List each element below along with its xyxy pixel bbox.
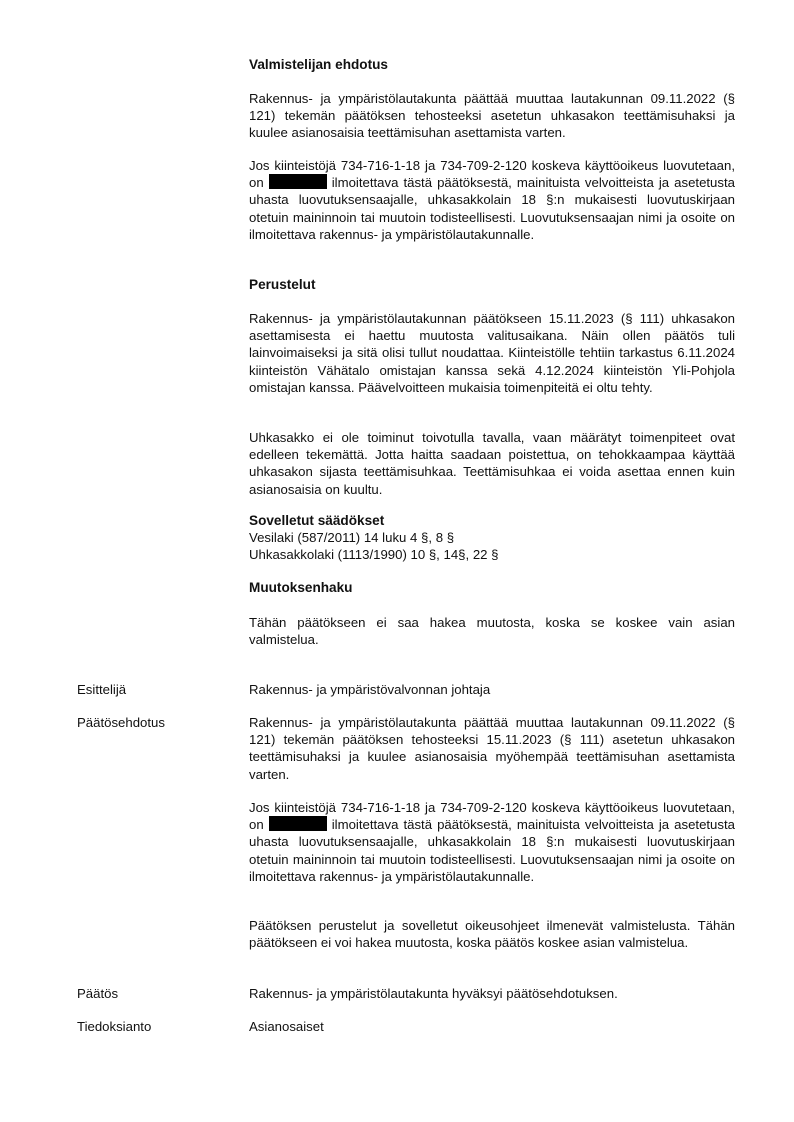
proposal-paragraph-2-start: Jos kiinteistöjä 734-716-1-18 ja 734-709-2-120 koskeva käyttöoikeus luovutetaan, on: [249, 800, 735, 833]
preparer-heading: Valmistelijan ehdotus: [249, 57, 388, 72]
decision-value: Rakennus- ja ympäristölautakunta hyväksyi päätösehdotuksen.: [249, 986, 618, 1001]
statute-line-2: Uhkasakkolaki (1113/1990) 10 §, 14§, 22 §: [249, 547, 499, 562]
presenter-value: Rakennus- ja ympäristövalvonnan johtaja: [249, 682, 491, 697]
statute-line-1: Vesilaki (587/2011) 14 luku 4 §, 8 §: [249, 530, 455, 545]
preparer-paragraph-1: Rakennus- ja ympäristölautakunta päättää muuttaa lautakunnan 09.11.2022 (§ 121) tekemän päätöksen tehosteeksi asetetun uhkasakon teettämisuhaksi ja kuulee asianosaisia teettämisuhan asettamista varten.: [249, 91, 735, 141]
statutes-heading: Sovelletut säädökset: [249, 513, 385, 528]
proposal-paragraph-2-end: ilmoitettava tästä päätöksestä, mainituista velvoitteista ja asetetusta uhasta luovutuksensaajalle, uhkasakkolain 18 §:n mukaisesti luovutuskirjaan otetuin maininnoin tai muutoin todisteellisesti. Luovutuksensaajan nimi ja osoite on ilmoitettava rakennus- ja ympäristölautakunnalle.: [249, 817, 735, 884]
proposal-paragraph-3: Päätöksen perustelut ja sovelletut oikeusohjeet ilmenevät valmistelusta. Tähän päätökseen ei voi hakea muutosta, koska päätös koskee asian valmistelua.: [249, 918, 735, 951]
presenter-label: Esittelijä: [77, 682, 127, 697]
appeal-paragraph: Tähän päätökseen ei saa hakea muutosta, koska se koskee vain asian valmistelua.: [249, 615, 735, 648]
preparer-paragraph-2-end: ilmoitettava tästä päätöksestä, mainituista velvoitteista ja asetetusta uhasta luovutuksensaajalle, uhkasakkolain 18 §:n mukaisesti luovutuskirjaan otetuin maininnoin tai muutoin todisteellisesti. Luovutuksensaajan nimi ja osoite on ilmoitettava rakennus- ja ympäristölautakunnalle.: [249, 175, 735, 242]
notification-label: Tiedoksianto: [77, 1019, 152, 1034]
proposal-label: Päätösehdotus: [77, 715, 165, 730]
grounds-heading: Perustelut: [249, 277, 316, 292]
notification-value: Asianosaiset: [249, 1019, 324, 1034]
redaction-block: [269, 174, 327, 189]
proposal-paragraph-2: [249, 799, 735, 885]
appeal-heading: Muutoksenhaku: [249, 580, 353, 595]
redaction-block: [269, 816, 327, 831]
proposal-paragraph-1: Rakennus- ja ympäristölautakunta päättää muuttaa lautakunnan 09.11.2022 (§ 121) tekemän päätöksen tehosteeksi 15.11.2023 (§ 111) asetetun uhkasakon teettämisuhaksi ja kuulee asianosaisia myöhempää teettämisuhan asettamista varten.: [249, 715, 735, 782]
preparer-paragraph-2: [249, 157, 735, 243]
preparer-paragraph-2-start: Jos kiinteistöjä 734-716-1-18 ja 734-709-2-120 koskeva käyttöoikeus luovutetaan, on: [249, 158, 735, 191]
decision-label: Päätös: [77, 986, 119, 1001]
grounds-paragraph-2: Uhkasakko ei ole toiminut toivotulla tavalla, vaan määrätyt toimenpiteet ovat edelleen tekemättä. Jotta haitta saadaan poistettua, on tehokkaampaa käyttää uhkasakon sijasta teettämisuhkaa. Teettämisuhkaa ei voida asettaa ennen kuin asianosaisia on kuultu.: [249, 430, 735, 497]
grounds-paragraph-1: Rakennus- ja ympäristölautakunnan päätökseen 15.11.2023 (§ 111) uhkasakon asettamisesta ei haettu muutosta valitusaikana. Näin ollen päätös tuli lainvoimaiseksi ja sitä olisi tullut noudattaa. Kiinteistölle tehtiin tarkastus 6.11.2024 kiinteistön Vähätalo omistajan kanssa sekä 4.12.2024 kiinteistön Yli-Pohjola omistajan kanssa. Päävelvoitteen mukaisia toimenpiteitä ei oltu tehty.: [249, 311, 735, 395]
